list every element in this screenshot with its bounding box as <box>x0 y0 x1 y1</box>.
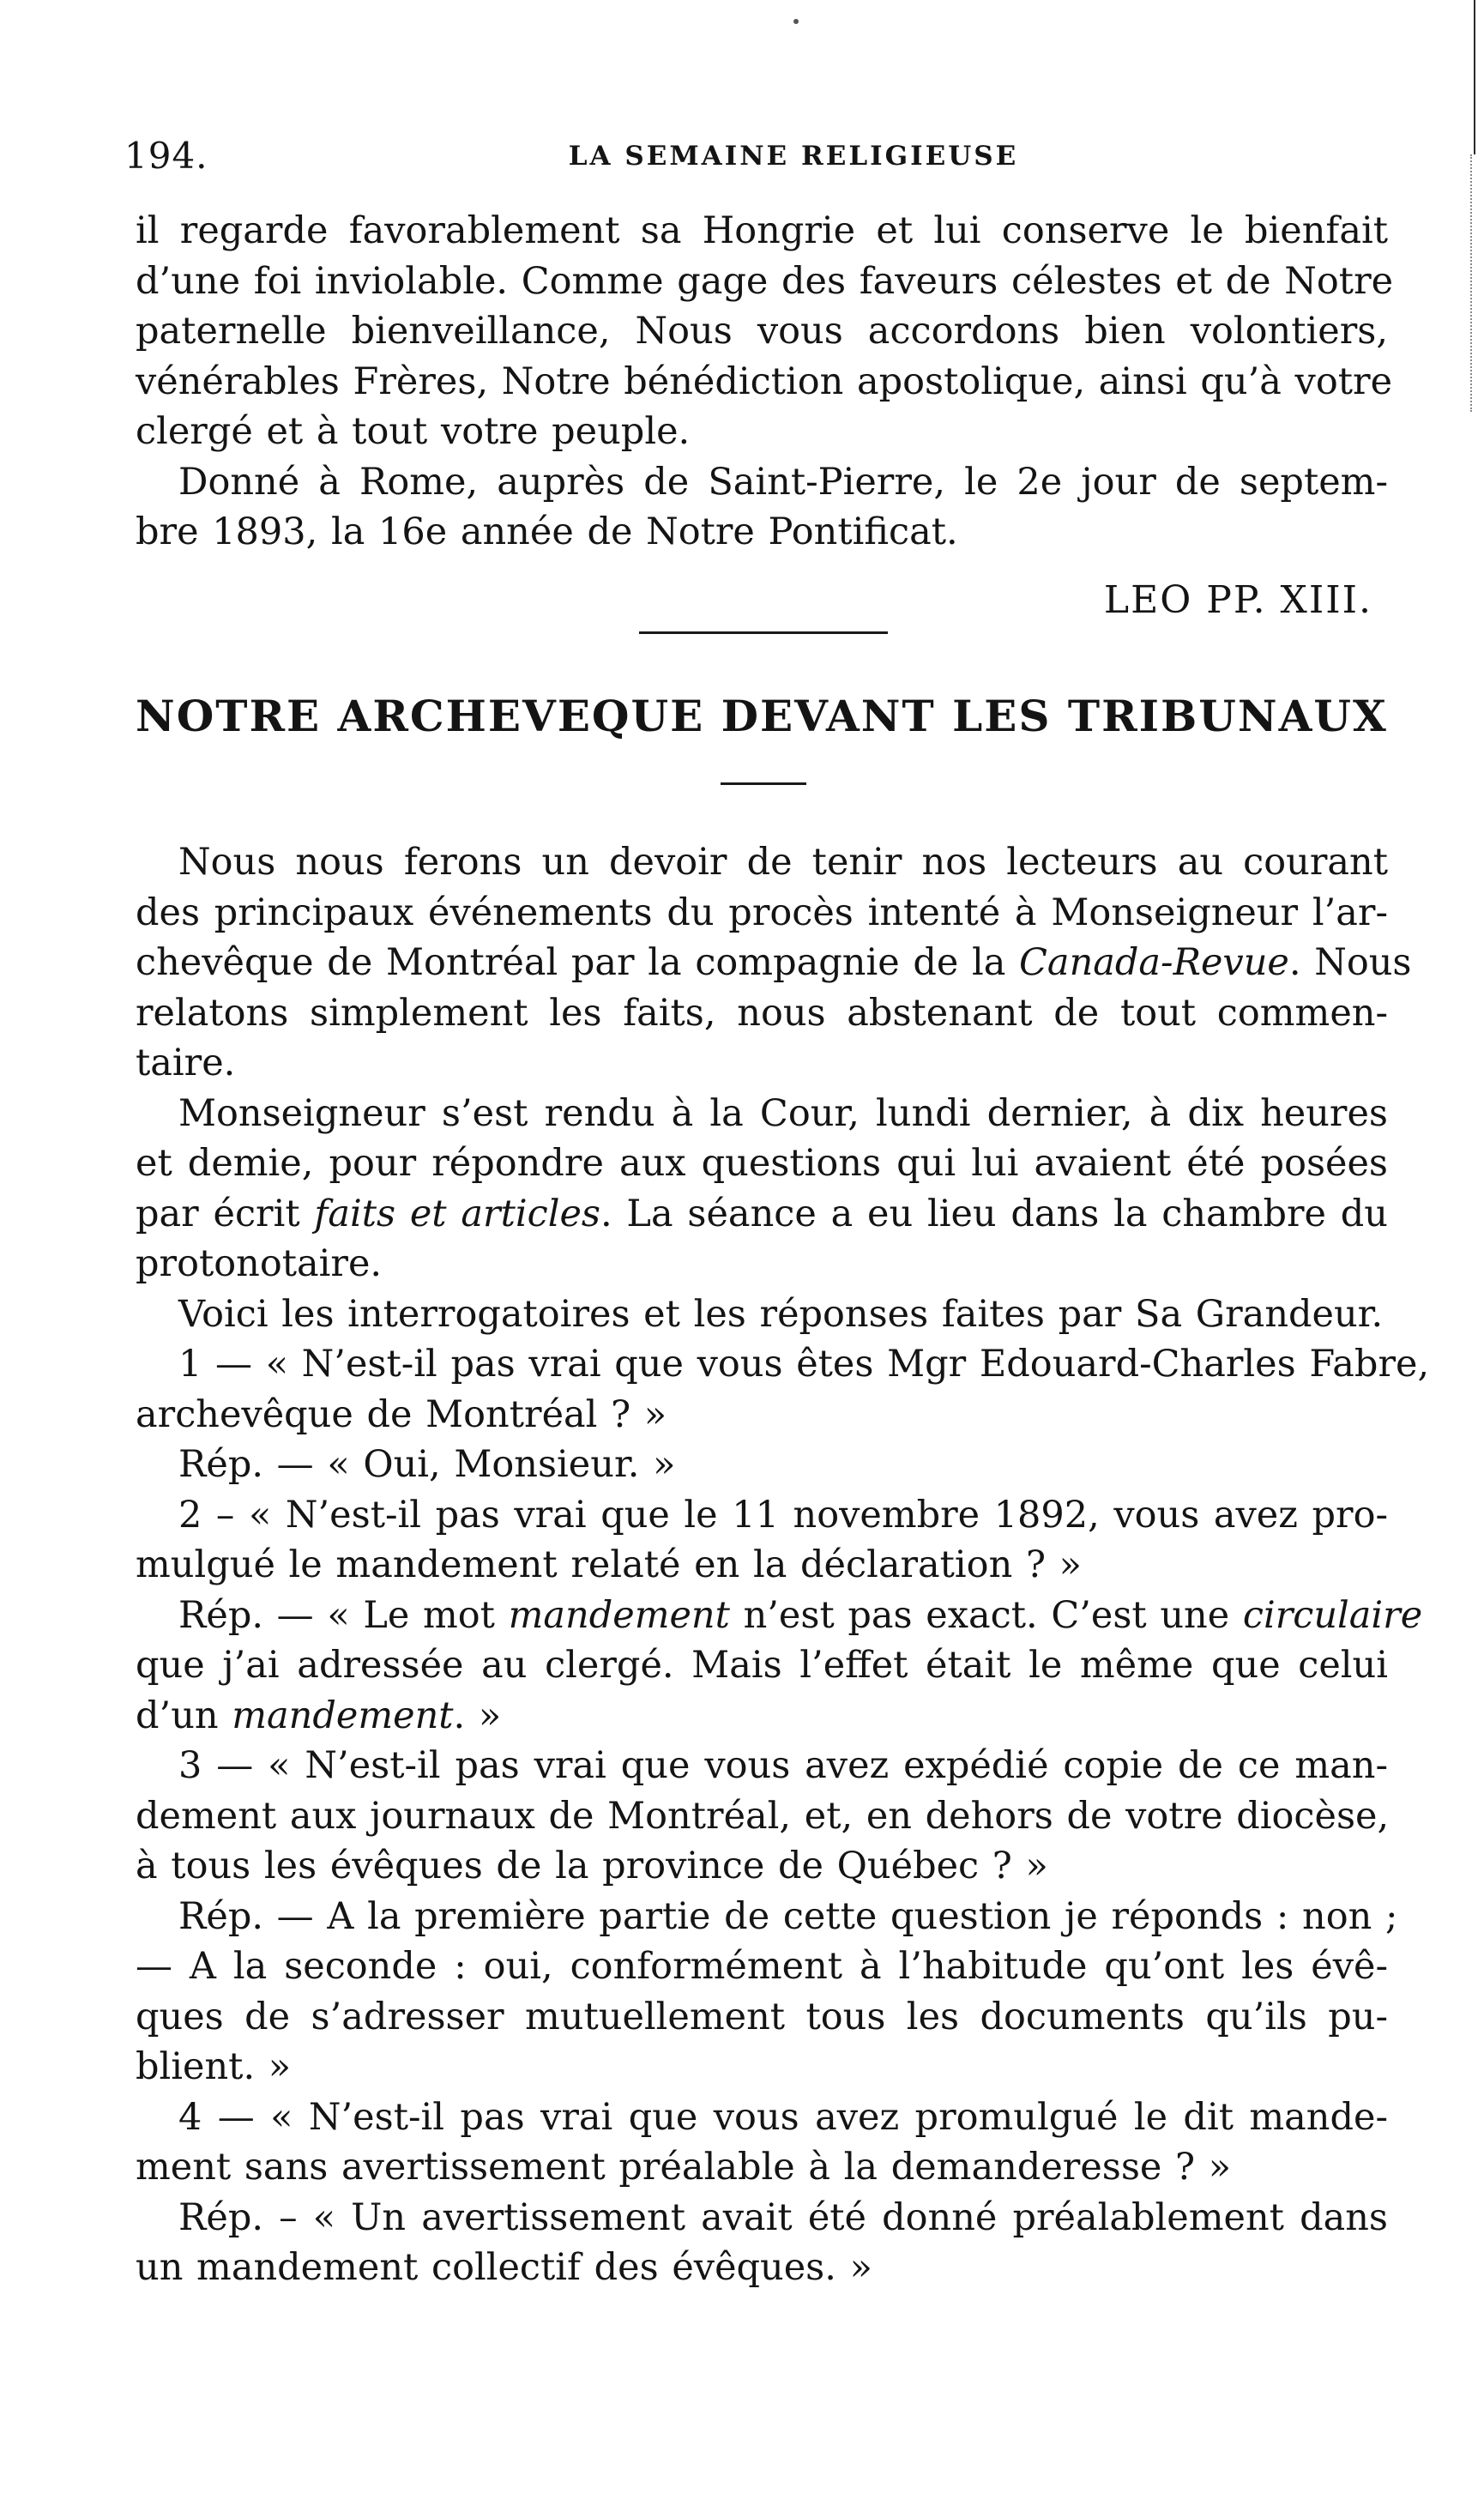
article-line: ment sans avertissement préalable à la demanderesse ? » <box>136 2146 1232 2189</box>
page-edge-dots <box>1470 154 1475 412</box>
text-line: clergé et à tout votre peuple. <box>136 410 691 453</box>
article-line: 3 — « N’est-il pas vrai que vous avez expédié copie de ce man- <box>178 1744 1388 1787</box>
text-line: il regarde favorablement sa Hongrie et lui conserve le bienfait <box>136 209 1388 252</box>
article-line: taire. <box>136 1042 236 1084</box>
papal-signature: LEO PP. XIII. <box>1103 578 1372 622</box>
article-line: Rép. — « Le mot mandement n’est pas exact. C’est une circulaire <box>178 1593 1423 1637</box>
article-line: — A la seconde : oui, conformément à l’habitude qu’ont les évê- <box>136 1945 1388 1988</box>
running-title: LA SEMAINE RELIGIEUSE <box>568 141 1019 172</box>
title-underline <box>721 782 806 785</box>
article-line: ques de s’adresser mutuellement tous les documents qu’ils pu- <box>136 1995 1388 2038</box>
article-line: relatons simplement les faits, nous abstenant de tout commen- <box>136 991 1388 1035</box>
article-line: protonotaire. <box>136 1242 383 1285</box>
article-line: blient. » <box>136 2045 292 2088</box>
section-divider <box>639 631 888 634</box>
article-line: Rép. – « Un avertissement avait été donné préalablement dans <box>178 2195 1388 2239</box>
article-line: Nous nous ferons un devoir de tenir nos lecteurs au courant <box>178 841 1388 884</box>
page-edge-line <box>1474 0 1475 154</box>
letter-ending <box>136 206 1394 558</box>
text-line: vénérables Frères, Notre bénédiction apostolique, ainsi qu’à votre <box>136 359 1393 403</box>
ink-speck <box>793 19 799 24</box>
dateline: Donné à Rome, auprès de Saint-Pierre, le 2e jour de septem- <box>178 460 1388 504</box>
page-number: 194. <box>124 135 208 177</box>
article-line: Monseigneur s’est rendu à la Cour, lundi dernier, à dix heures <box>178 1091 1388 1135</box>
article-line: d’un mandement. » <box>136 1694 502 1737</box>
article-line: et demie, pour répondre aux questions qui lui avaient été posées <box>136 1142 1388 1185</box>
article-line: 1 — « N’est-il pas vrai que vous êtes Mgr Edouard-Charles Fabre, <box>178 1343 1430 1386</box>
article-line: 4 — « N’est-il pas vrai que vous avez promulgué le dit mande- <box>178 2095 1388 2139</box>
article-line: par écrit faits et articles. La séance a eu lieu dans la chambre du <box>136 1192 1389 1235</box>
article-line: 2 – « N’est-il pas vrai que le 11 novembre 1892, vous avez pro- <box>178 1493 1388 1537</box>
text-line: d’une foi inviolable. Comme gage des faveurs célestes et de Notre <box>136 259 1394 303</box>
article-line: archevêque de Montréal ? » <box>136 1392 667 1436</box>
article-line: dement aux journaux de Montréal, et, en dehors de votre diocèse, <box>136 1794 1390 1838</box>
article-line: mulgué le mandement relaté en la déclaration ? » <box>136 1543 1082 1586</box>
article-line: un mandement collectif des évêques. » <box>136 2246 872 2289</box>
article-line: des principaux événements du procès intenté à Monseigneur l’ar- <box>136 891 1388 934</box>
article-line: chevêque de Montréal par la compagnie de la Canada-Revue. Nous <box>136 941 1412 984</box>
article-line: Voici les interrogatoires et les réponses faites par Sa Grandeur. <box>178 1292 1384 1336</box>
page-header <box>124 130 1394 182</box>
article-line: Rép. — « Oui, Monsieur. » <box>178 1443 676 1486</box>
article-line: que j’ai adressée au clergé. Mais l’effet était le même que celui <box>136 1644 1388 1687</box>
article-line: à tous les évêques de la province de Québec ? » <box>136 1845 1048 1887</box>
dateline: bre 1893, la 16e année de Notre Pontificat. <box>136 510 958 553</box>
article-body <box>136 837 1430 2293</box>
text-line: paternelle bienveillance, Nous vous accordons bien volontiers, <box>136 310 1388 353</box>
article-line: Rép. — A la première partie de cette question je réponds : non ; <box>178 1894 1398 1938</box>
article-title: NOTRE ARCHEVEQUE DEVANT LES TRIBUNAUX <box>136 691 1388 741</box>
